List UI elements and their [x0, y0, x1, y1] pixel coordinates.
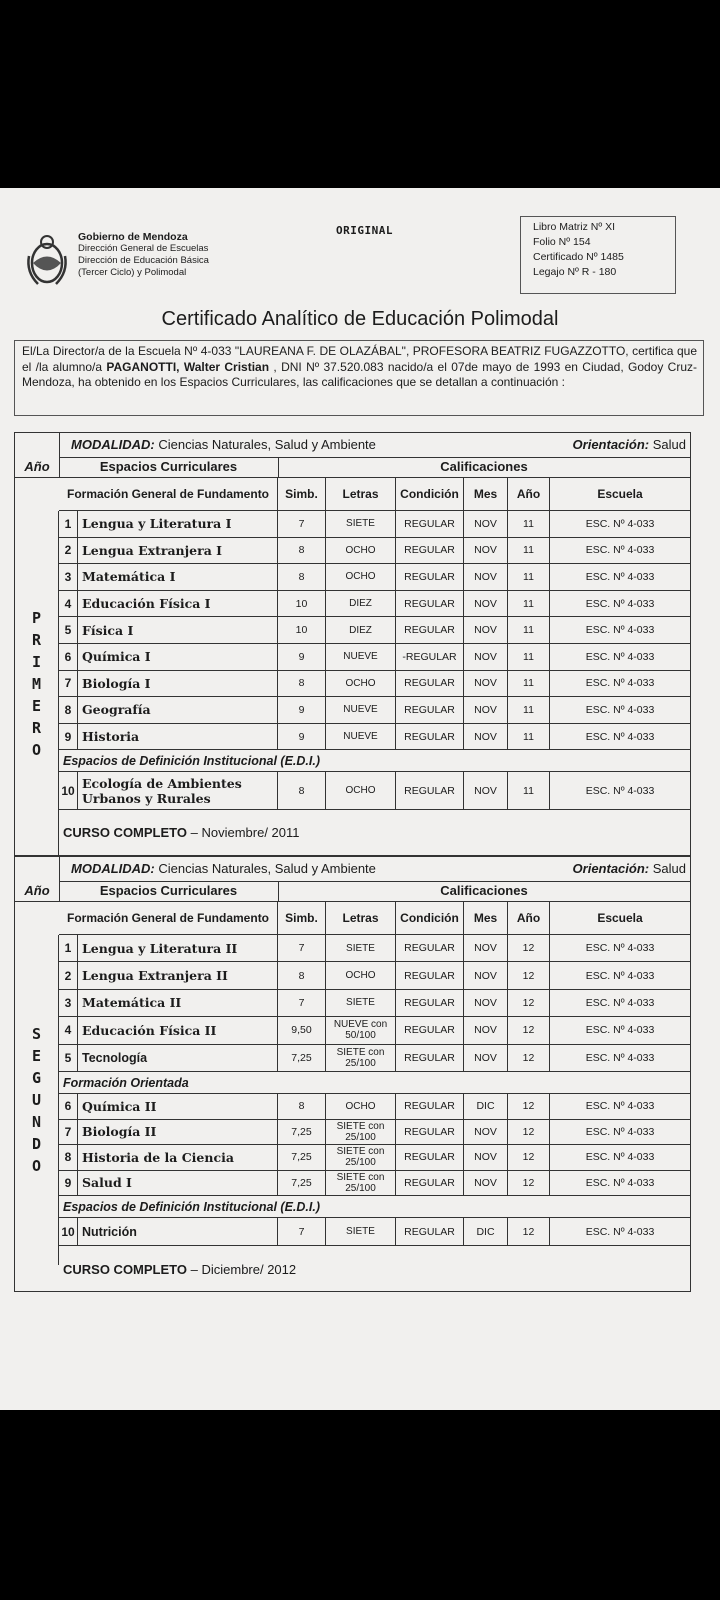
coat-of-arms-icon [24, 232, 70, 290]
simb-cell: 8 [278, 1094, 326, 1119]
condicion-cell: REGULAR [396, 1017, 464, 1043]
orientacion [573, 857, 686, 881]
escuela-cell: ESC. Nº 4-033 [585, 1100, 655, 1113]
gov-line-3: Dirección de Educación Básica [78, 255, 209, 266]
mes-cell: NOV [464, 1120, 508, 1145]
curso-date: – Diciembre/ 2012 [190, 1262, 297, 1277]
col-header: Año [508, 901, 550, 935]
subject-row [59, 1218, 690, 1246]
ano-cell: 11 [508, 538, 550, 564]
modalidad-value: Ciencias Naturales, Salud y Ambiente [158, 861, 376, 876]
escuela-cell: ESC. Nº 4-033 [585, 1051, 655, 1064]
condicion-cell: REGULAR [396, 962, 464, 988]
subject-number: 5 [59, 617, 78, 643]
edi-label: Espacios de Definición Institucional (E.D.I.) [59, 750, 690, 772]
condicion-cell: REGULAR [396, 1120, 464, 1145]
letras-cell: SIETE con 25/100 [326, 1171, 396, 1196]
subject-row [59, 671, 690, 698]
ano-cell: 11 [508, 617, 550, 643]
condicion-cell: REGULAR [396, 935, 464, 961]
subject-row [59, 1094, 690, 1120]
mes-cell: NOV [464, 617, 508, 643]
vertical-letter: O [31, 1157, 42, 1175]
modalidad-row [59, 433, 690, 458]
ano-cell: 11 [508, 724, 550, 750]
subject-name: Química II [78, 1094, 278, 1119]
espacios-header: Espacios Curriculares [59, 881, 279, 902]
curso-date: – Noviembre/ 2011 [190, 825, 300, 841]
ano-cell: 12 [508, 1045, 550, 1071]
condicion-cell: REGULAR [396, 1145, 464, 1170]
subject-name: Geografía [78, 697, 278, 723]
condicion-cell: REGULAR [396, 591, 464, 617]
letras-cell: SIETE [326, 511, 396, 537]
subject-number: 3 [59, 564, 78, 590]
escuela-cell: ESC. Nº 4-033 [585, 703, 655, 716]
col-header: Simb. [278, 901, 326, 935]
condicion-cell: REGULAR [396, 511, 464, 537]
condicion-cell: REGULAR [396, 1218, 464, 1245]
col-header: Letras [326, 901, 396, 935]
subject-row [59, 935, 690, 962]
simb-cell: 9 [278, 724, 326, 750]
vertical-letter: N [31, 1113, 42, 1131]
escuela-cell: ESC. Nº 4-033 [585, 1151, 655, 1164]
mes-cell: NOV [464, 591, 508, 617]
student-name: PAGANOTTI, Walter Cristian [106, 359, 270, 374]
vertical-letter: E [31, 1047, 42, 1065]
letras-cell: OCHO [326, 671, 396, 697]
condicion-cell: REGULAR [396, 772, 464, 809]
col-header: Condición [396, 477, 464, 511]
simb-cell: 8 [278, 538, 326, 564]
modalidad-value: Ciencias Naturales, Salud y Ambiente [158, 437, 376, 452]
intro-paragraph [14, 340, 704, 416]
col-header: Escuela [550, 477, 690, 511]
subject-number: 7 [59, 1120, 78, 1145]
letras-cell: DIEZ [326, 617, 396, 643]
gov-line-1: Gobierno de Mendoza [78, 231, 188, 243]
subject-number: 10 [59, 772, 78, 809]
subject-name: Lengua y Literatura II [78, 935, 278, 961]
subject-name: Ecología de Ambientes Urbanos y Rurales [78, 772, 278, 809]
letras-cell: NUEVE con 50/100 [326, 1017, 396, 1043]
col-header: Mes [464, 901, 508, 935]
vertical-letter: E [31, 697, 42, 715]
escuela-cell: ESC. Nº 4-033 [585, 996, 655, 1009]
escuela-cell: ESC. Nº 4-033 [585, 1225, 655, 1238]
letras-cell: OCHO [326, 564, 396, 590]
letras-cell: SIETE con 25/100 [326, 1045, 396, 1071]
subject-name: Lengua Extranjera II [78, 962, 278, 988]
mes-cell: NOV [464, 772, 508, 809]
condicion-cell: REGULAR [396, 564, 464, 590]
subject-number: 8 [59, 1145, 78, 1170]
escuela-cell: ESC. Nº 4-033 [585, 784, 655, 797]
subject-name: Física I [78, 617, 278, 643]
subject-row [59, 617, 690, 644]
vertical-letter: O [31, 741, 42, 759]
ano-cell: 12 [508, 1120, 550, 1145]
subject-number: 6 [59, 644, 78, 670]
subject-name: Lengua y Literatura I [78, 511, 278, 537]
simb-cell: 9,50 [278, 1017, 326, 1043]
mes-cell: NOV [464, 935, 508, 961]
simb-cell: 7,25 [278, 1045, 326, 1071]
subject-number: 4 [59, 591, 78, 617]
mes-cell: NOV [464, 671, 508, 697]
ano-spacer [15, 433, 60, 457]
modalidad-row [59, 857, 690, 882]
condicion-cell: REGULAR [396, 617, 464, 643]
subject-name: Biología II [78, 1120, 278, 1145]
condicion-cell: REGULAR [396, 671, 464, 697]
simb-cell: 7 [278, 935, 326, 961]
vertical-letter: R [31, 631, 42, 649]
certificate-paper [0, 188, 720, 1410]
ano-cell: 12 [508, 1017, 550, 1043]
vertical-letter: S [31, 1025, 42, 1043]
ano-label: Año [15, 881, 60, 902]
ano-cell: 11 [508, 591, 550, 617]
subject-name: Educación Física I [78, 591, 278, 617]
orientacion-key: Orientación: [572, 437, 650, 452]
vertical-letter: U [31, 1091, 42, 1109]
formacion-header: Formación General de Fundamento [59, 477, 278, 511]
ano-cell: 11 [508, 511, 550, 537]
ano-spacer [15, 857, 60, 881]
subject-name: Matemática I [78, 564, 278, 590]
simb-cell: 7 [278, 511, 326, 537]
subject-name: Biología I [78, 671, 278, 697]
subject-name: Nutrición [78, 1218, 278, 1245]
subject-row [59, 644, 690, 671]
subject-row [59, 564, 690, 591]
subject-number: 7 [59, 671, 78, 697]
libro-line: Libro Matriz Nº XI [533, 221, 616, 233]
ano-cell: 12 [508, 1145, 550, 1170]
calificaciones-header: Calificaciones [278, 457, 690, 478]
simb-cell: 7,25 [278, 1171, 326, 1196]
escuela-cell: ESC. Nº 4-033 [585, 1125, 655, 1138]
subject-number: 2 [59, 538, 78, 564]
subject-number: 3 [59, 990, 78, 1016]
escuela-cell: ESC. Nº 4-033 [585, 517, 655, 530]
mes-cell: NOV [464, 1045, 508, 1071]
letras-cell: NUEVE [326, 724, 396, 750]
condicion-cell: REGULAR [396, 1045, 464, 1071]
col-header: Mes [464, 477, 508, 511]
formacion-header: Formación General de Fundamento [59, 901, 278, 935]
letras-cell: OCHO [326, 772, 396, 809]
year-vertical-label [15, 935, 59, 1265]
condicion-cell: REGULAR [396, 697, 464, 723]
edi-label: Espacios de Definición Institucional (E.D.I.) [59, 1196, 690, 1218]
orientacion-value: Salud [652, 437, 686, 452]
condicion-cell: REGULAR [396, 990, 464, 1016]
vertical-letter: I [31, 653, 42, 671]
orientada-label: Formación Orientada [59, 1072, 690, 1094]
escuela-cell: ESC. Nº 4-033 [585, 624, 655, 637]
escuela-cell: ESC. Nº 4-033 [585, 650, 655, 663]
subject-name: Matemática II [78, 990, 278, 1016]
simb-cell: 8 [278, 564, 326, 590]
subject-row [59, 538, 690, 565]
subject-number: 4 [59, 1017, 78, 1043]
subject-row [59, 511, 690, 538]
mes-cell: NOV [464, 1145, 508, 1170]
original-label: ORIGINAL [336, 224, 393, 237]
mes-cell: NOV [464, 962, 508, 988]
mes-cell: NOV [464, 1017, 508, 1043]
calificaciones-header: Calificaciones [278, 881, 690, 902]
escuela-cell: ESC. Nº 4-033 [585, 677, 655, 690]
libro-line: Certificado Nº 1485 [533, 251, 624, 263]
orientacion [573, 433, 686, 457]
government-heading [78, 231, 209, 279]
curso-completo-2 [59, 1246, 690, 1293]
simb-cell: 9 [278, 697, 326, 723]
ano-cell: 11 [508, 772, 550, 809]
simb-cell: 9 [278, 644, 326, 670]
col-header: Letras [326, 477, 396, 511]
gov-line-2: Dirección General de Escuelas [78, 243, 209, 254]
letras-cell: SIETE con 25/100 [326, 1120, 396, 1145]
mes-cell: NOV [464, 538, 508, 564]
vertical-letter: G [31, 1069, 42, 1087]
letras-cell: NUEVE [326, 697, 396, 723]
subject-number: 9 [59, 724, 78, 750]
col-header: Escuela [550, 901, 690, 935]
subject-row [59, 1145, 690, 1171]
letras-cell: OCHO [326, 538, 396, 564]
ano-cell: 12 [508, 1094, 550, 1119]
subject-number: 1 [59, 511, 78, 537]
subject-number: 1 [59, 935, 78, 961]
subject-name: Historia de la Ciencia [78, 1145, 278, 1170]
simb-cell: 8 [278, 671, 326, 697]
subject-row [59, 1017, 690, 1044]
intro-text-1: El/La Director/a de la Escuela Nº 4-033 "LAUREANA F. DE OLAZÁBAL", PROFESORA BEATRIZ FUGAZZOTTO, certifica que el /la alumno/a [22, 344, 697, 374]
col-header: Año [508, 477, 550, 511]
subject-row [59, 591, 690, 618]
intro-text-2: , DNI Nº 37.520.083 nacido/a el 07de mayo de 1993 en Ciudad, Godoy Cruz- Mendoza, ha obtenido en los Espacios Curriculares, las calificaciones que se detallan a continuación : [22, 359, 698, 389]
curso-completo-1 [59, 810, 690, 857]
vertical-letter: M [31, 675, 42, 693]
mes-cell: NOV [464, 990, 508, 1016]
escuela-cell: ESC. Nº 4-033 [585, 597, 655, 610]
ano-cell: 12 [508, 1218, 550, 1245]
letras-cell: SIETE con 25/100 [326, 1145, 396, 1170]
subject-name: Educación Física II [78, 1017, 278, 1043]
escuela-cell: ESC. Nº 4-033 [585, 942, 655, 955]
simb-cell: 7,25 [278, 1120, 326, 1145]
letras-cell: NUEVE [326, 644, 396, 670]
simb-cell: 8 [278, 962, 326, 988]
subject-number: 5 [59, 1045, 78, 1071]
simb-cell: 10 [278, 591, 326, 617]
subject-row [59, 1171, 690, 1197]
condicion-cell: REGULAR [396, 1171, 464, 1196]
subject-row [59, 990, 690, 1017]
subject-row [59, 1120, 690, 1146]
subject-row [59, 962, 690, 989]
ano-cell: 11 [508, 564, 550, 590]
condicion-cell: REGULAR [396, 538, 464, 564]
subject-row [59, 697, 690, 724]
condicion-cell: REGULAR [396, 1094, 464, 1119]
subject-name: Historia [78, 724, 278, 750]
libro-line: Legajo Nº R - 180 [533, 266, 617, 278]
letras-cell: DIEZ [326, 591, 396, 617]
simb-cell: 10 [278, 617, 326, 643]
modalidad-key: MODALIDAD: [71, 861, 155, 876]
vertical-letter: P [31, 609, 42, 627]
curso-label: CURSO COMPLETO [63, 1262, 187, 1277]
orientacion-key: Orientación: [572, 861, 650, 876]
libro-line: Folio Nº 154 [533, 236, 591, 248]
ano-label: Año [15, 457, 60, 478]
subject-row [59, 724, 690, 751]
simb-cell: 8 [278, 772, 326, 809]
mes-cell: NOV [464, 511, 508, 537]
primero-table [14, 432, 691, 856]
letras-cell: OCHO [326, 962, 396, 988]
simb-cell: 7 [278, 990, 326, 1016]
subject-name: Química I [78, 644, 278, 670]
col-header: Condición [396, 901, 464, 935]
gov-line-4: (Tercer Ciclo) y Polimodal [78, 267, 187, 278]
subject-number: 9 [59, 1171, 78, 1196]
letras-cell: SIETE [326, 935, 396, 961]
ano-cell: 12 [508, 935, 550, 961]
subject-number: 6 [59, 1094, 78, 1119]
ano-cell: 12 [508, 1171, 550, 1196]
vertical-letter: D [31, 1135, 42, 1153]
col-header: Simb. [278, 477, 326, 511]
simb-cell: 7 [278, 1218, 326, 1245]
mes-cell: NOV [464, 724, 508, 750]
escuela-cell: ESC. Nº 4-033 [585, 1024, 655, 1037]
escuela-cell: ESC. Nº 4-033 [585, 570, 655, 583]
subject-row [59, 1045, 690, 1072]
condicion-cell: -REGULAR [396, 644, 464, 670]
letras-cell: SIETE [326, 990, 396, 1016]
segundo-table [14, 856, 691, 1292]
ano-cell: 12 [508, 990, 550, 1016]
certificate-title: Certificado Analítico de Educación Polimodal [161, 308, 559, 330]
mes-cell: NOV [464, 697, 508, 723]
subject-number: 10 [59, 1218, 78, 1245]
mes-cell: NOV [464, 644, 508, 670]
ano-cell: 11 [508, 644, 550, 670]
libro-box [520, 216, 676, 294]
orientacion-value: Salud [652, 861, 686, 876]
letras-cell: OCHO [326, 1094, 396, 1119]
mes-cell: DIC [464, 1218, 508, 1245]
mes-cell: DIC [464, 1094, 508, 1119]
year-vertical-label [15, 511, 59, 857]
letras-cell: SIETE [326, 1218, 396, 1245]
vertical-letter: R [31, 719, 42, 737]
escuela-cell: ESC. Nº 4-033 [585, 1176, 655, 1189]
escuela-cell: ESC. Nº 4-033 [585, 730, 655, 743]
espacios-header: Espacios Curriculares [59, 457, 279, 478]
subject-number: 8 [59, 697, 78, 723]
ano-cell: 11 [508, 697, 550, 723]
modalidad-key: MODALIDAD: [71, 437, 155, 452]
subject-name: Salud I [78, 1171, 278, 1196]
subject-number: 2 [59, 962, 78, 988]
ano-cell: 11 [508, 671, 550, 697]
subject-name: Lengua Extranjera I [78, 538, 278, 564]
simb-cell: 7,25 [278, 1145, 326, 1170]
curso-label: CURSO COMPLETO [63, 825, 187, 841]
mes-cell: NOV [464, 1171, 508, 1196]
subject-row [59, 772, 690, 810]
subject-name: Tecnología [78, 1045, 278, 1071]
condicion-cell: REGULAR [396, 724, 464, 750]
escuela-cell: ESC. Nº 4-033 [585, 544, 655, 557]
ano-cell: 12 [508, 962, 550, 988]
escuela-cell: ESC. Nº 4-033 [585, 969, 655, 982]
mes-cell: NOV [464, 564, 508, 590]
